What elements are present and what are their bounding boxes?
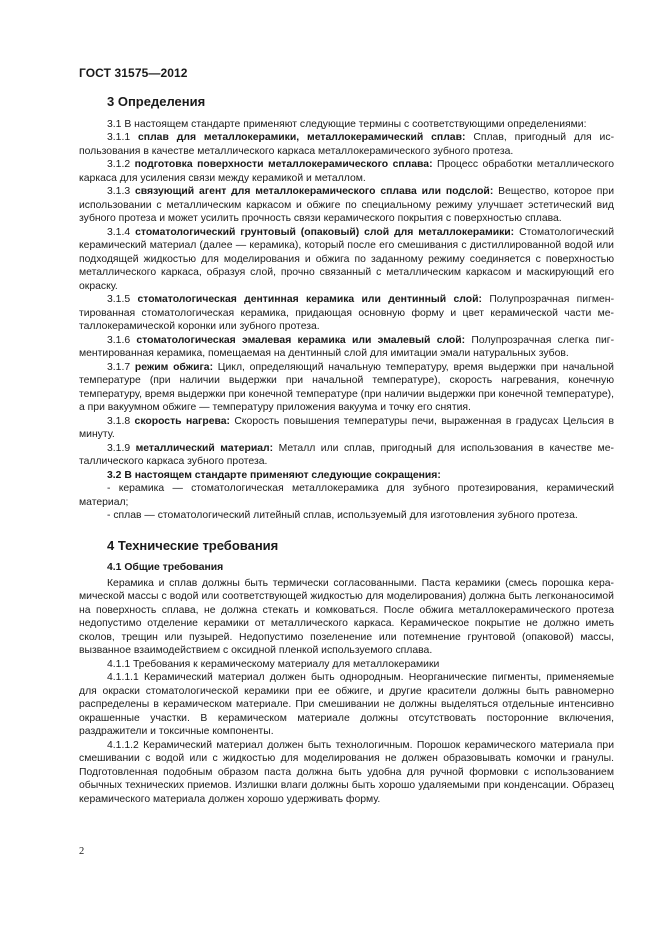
abbreviation-list xyxy=(79,482,614,523)
list-item: - керамика — стоматологическая металлокерамика для зубного протезирования, керамический материал; xyxy=(79,483,614,508)
paragraph-4-1: Керамика и сплав должны быть термически согласованными. Паста керамики (смесь порошка керамической массы с водой или соответствующей жидкостью для моделирования) должна быть легконаносимой на поверхность сплава, не должна стекать и комковаться. После обжига металлокерамического протеза недопустимо отделение керамики от металлического каркаса. Керамическое покрытие не должно иметь сколов, трещин или пузырей. Недопустимо позеленение или потемнение грунтовой (опаковой) массы, вызванное взаимодействием с оксидной пленкой используемого сплава. xyxy=(79,577,614,656)
term-3-1-9: 3.1.9 металлический материал: Металл или сплав, пригодный для использования в качестве металлического каркаса зубного протеза. xyxy=(79,442,615,467)
standard-header: ГОСТ 31575—2012 xyxy=(79,66,188,80)
term-3-1-1: 3.1.1 сплав для металлокерамики, металлокерамический сплав: Сплав, пригодный для использования в качестве металлического каркаса металлокерамического зубного протеза. xyxy=(79,132,615,157)
section-4-heading: 4 Технические требования xyxy=(107,537,279,553)
paragraph-4-1-1-2: 4.1.1.2 Керамический материал должен быть технологичным. Порошок керамического материала при смешивании с водой или с жидкостью для моделирования не должен образовывать комочки и гранулы. Подготовленная подобным образом паста должна быть удобна для ручной формовки с использованием обычных технических приемов. Излишки влаги должны быть хорошо удаляемыми при конденсации. Образец керамического материала должен хорошо удерживать форму. xyxy=(79,739,614,805)
page-number: 2 xyxy=(79,846,85,857)
subsection-4-1-heading: 4.1 Общие требования xyxy=(107,562,224,573)
section-3-heading: 3 Определения xyxy=(107,94,206,109)
term-3-1-5: 3.1.5 стоматологическая дентинная керамика или дентинный слой: Полупрозрачная пигментированная стоматологическая керамика, придающая основную форму и цвет керамической части металлокерамической коронки или зубного протеза. xyxy=(79,294,615,332)
paragraph-4-1-1-1: 4.1.1.1 Керамический материал должен быть однородным. Неорганические пигменты, применяемые для окраски стоматологической керамики при ее обжиге, и другие красители должны быть равномерно распределены в керамическом материале. При смешивании не должны выделяться отдельные интенсивно окрашенные участки. В керамическом материале должны отсутствовать посторонние включения, раздражители и токсичные компоненты. xyxy=(79,672,614,737)
paragraph-3-2: 3.2 В настоящем стандарте применяют следующие сокращения: xyxy=(107,469,441,481)
paragraph-3-1: 3.1 В настоящем стандарте применяют следующие термины с соответствующими определениями: xyxy=(107,118,587,130)
page-content xyxy=(79,92,614,806)
term-3-1-4: 3.1.4 стоматологический грунтовый (опаковый) слой для металлокерамики: Стоматологический керамический материал (далее — керамика), который после его смешивания с дистиллированной водой или подходящей жидкостью для моделирования и обжига по заданному режиму соединяется с поверхностью металлического каркаса, образуя слой, прочно связанный с металлическим каркасом и маскирующий его окраску. xyxy=(79,226,615,292)
term-3-1-6: 3.1.6 стоматологическая эмалевая керамика или эмалевый слой: Полупрозрачная слегка пигментированная керамика, помещаемая на дентинный слой для имитации эмали натуральных зубов. xyxy=(79,334,615,359)
paragraph-4-1-1: 4.1.1 Требования к керамическому материалу для металлокерамики xyxy=(107,658,440,670)
term-3-1-3: 3.1.3 связующий агент для металлокерамического сплава или подслой: Вещество, которое при использовании с металлическим каркасом и обжиге по специальному режиму улучшает эстетический вид зубного протеза и может усилить прочность связи керамического покрытия с поверхностью сплава. xyxy=(79,186,615,224)
term-3-1-7: 3.1.7 режим обжига: Цикл, определяющий начальную температуру, время выдержки при начальной температуре (при наличии выдержки при начальной температуре), скорость нагревания, конечную температуру, время выдержки при конечной температуре (при наличии выдержки при конечной температуре), а при вакуумном обжиге — температуру приложения вакуума и точку его снятия. xyxy=(79,361,614,413)
term-3-1-8: 3.1.8 скорость нагрева: Скорость повышения температуры печи, выраженная в градусах Цельсия в минуту. xyxy=(79,415,615,440)
list-item: - сплав — стоматологический литейный сплав, используемый для изготовления зубного протеза. xyxy=(107,510,578,521)
term-3-1-2: 3.1.2 подготовка поверхности металлокерамического сплава: Процесс обработки металлического каркаса для усиления связи между керамикой и металлом. xyxy=(79,159,614,184)
